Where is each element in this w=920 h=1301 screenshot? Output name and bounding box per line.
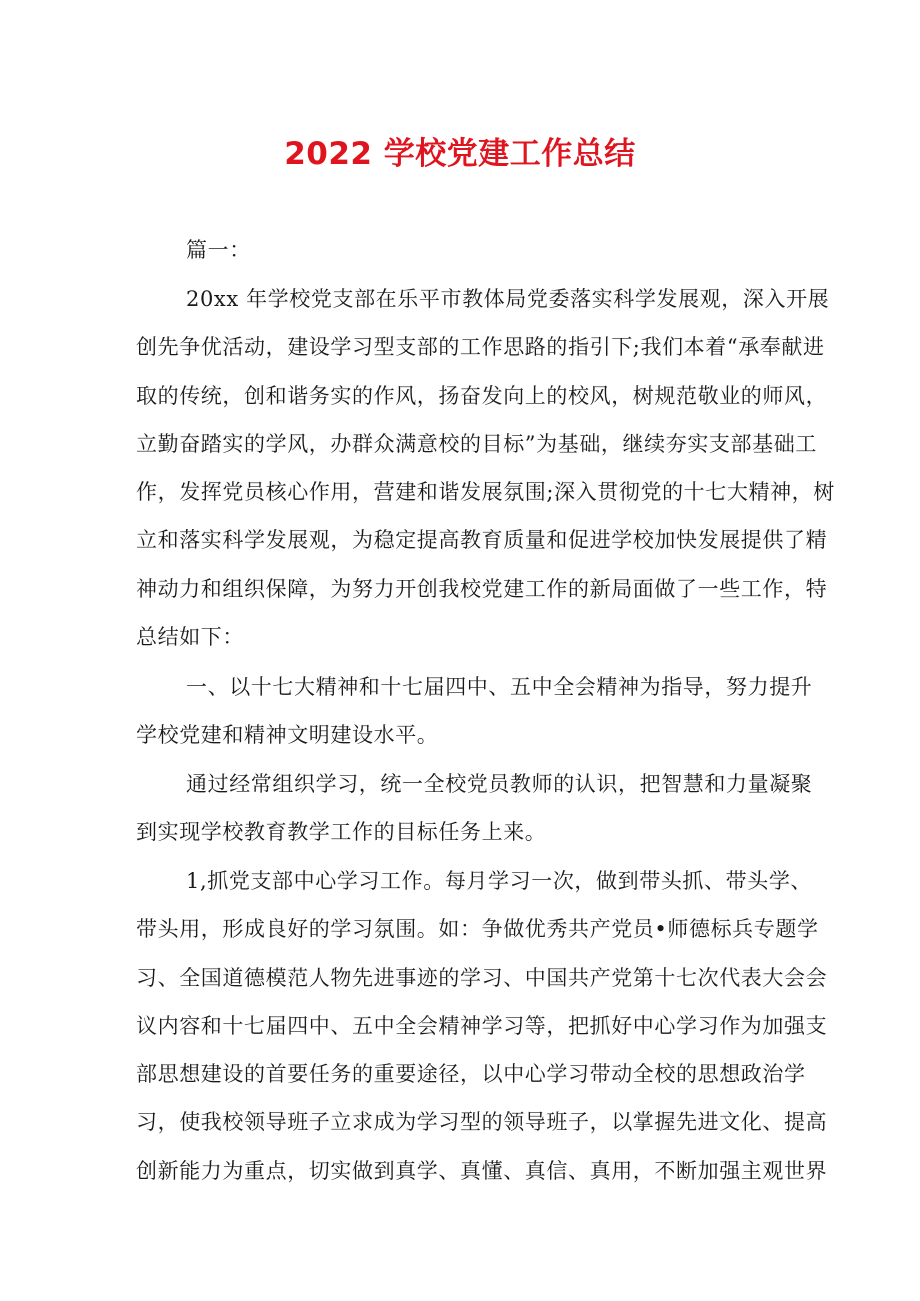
text-line: 议内容和十七届四中、五中全会精神学习等，把抓好中心学习作为加强支 bbox=[136, 1013, 828, 1038]
paragraph-study bbox=[136, 760, 813, 857]
text-line: 神动力和组织保障，为努力开创我校党建工作的新局面做了一些工作，特 bbox=[136, 576, 828, 601]
text-line: 立和落实科学发展观，为稳定提高教育质量和促进学校加快发展提供了精 bbox=[136, 528, 828, 553]
text-line: 到实现学校教育教学工作的目标任务上来。 bbox=[136, 820, 547, 845]
text-line: 带头用，形成良好的学习氛围。如：争做优秀共产党员•师德标兵专题学 bbox=[136, 917, 819, 942]
paragraph-item-one bbox=[136, 857, 828, 1195]
paragraph-section-label bbox=[136, 226, 786, 274]
text-line: 20xx 年学校党支部在乐平市教体局党委落实科学发展观，深入开展 bbox=[186, 287, 830, 311]
paragraph-heading-one bbox=[136, 663, 813, 760]
text-line: 学校党建和精神文明建设水平。 bbox=[136, 723, 439, 748]
text-line: 创先争优活动，建设学习型支部的工作思路的指引下;我们本着“承奉献进 bbox=[136, 335, 825, 360]
text-line: 一、以十七大精神和十七届四中、五中全会精神为指导，努力提升 bbox=[186, 675, 813, 699]
text-line: 作，发挥党员核心作用，营建和谐发展氛围;深入贯彻党的十七大精神，树 bbox=[136, 480, 835, 505]
text-line: 1,抓党支部中心学习工作。每月学习一次，做到带头抓、带头学、 bbox=[186, 869, 813, 893]
text-line: 取的传统，创和谐务实的作风，扬奋发向上的校风，树规范敬业的师风， bbox=[136, 383, 828, 408]
text-line: 通过经常组织学习，统一全校党员教师的认识，把智慧和力量凝聚 bbox=[186, 772, 813, 796]
text-line: 总结如下： bbox=[136, 625, 244, 650]
text-line: 立勤奋踏实的学风，办群众满意校的目标”为基础，继续夯实支部基础工 bbox=[136, 431, 817, 456]
text-line: 习，使我校领导班子立求成为学习型的领导班子，以掌握先进文化、提高 bbox=[136, 1110, 828, 1135]
document-title: 2022 学校党建工作总结 bbox=[284, 136, 636, 172]
text-line: 习、全国道德模范人物先进事迹的学习、中国共产党第十七次代表大会会 bbox=[136, 965, 828, 990]
text-line: 创新能力为重点，切实做到真学、真懂、真信、真用，不断加强主观世界 bbox=[136, 1158, 828, 1183]
text-line: 篇一： bbox=[186, 238, 251, 262]
text-line: 部思想建设的首要任务的重要途径，以中心学习带动全校的思想政治学 bbox=[136, 1062, 806, 1087]
paragraph-intro bbox=[136, 275, 835, 661]
